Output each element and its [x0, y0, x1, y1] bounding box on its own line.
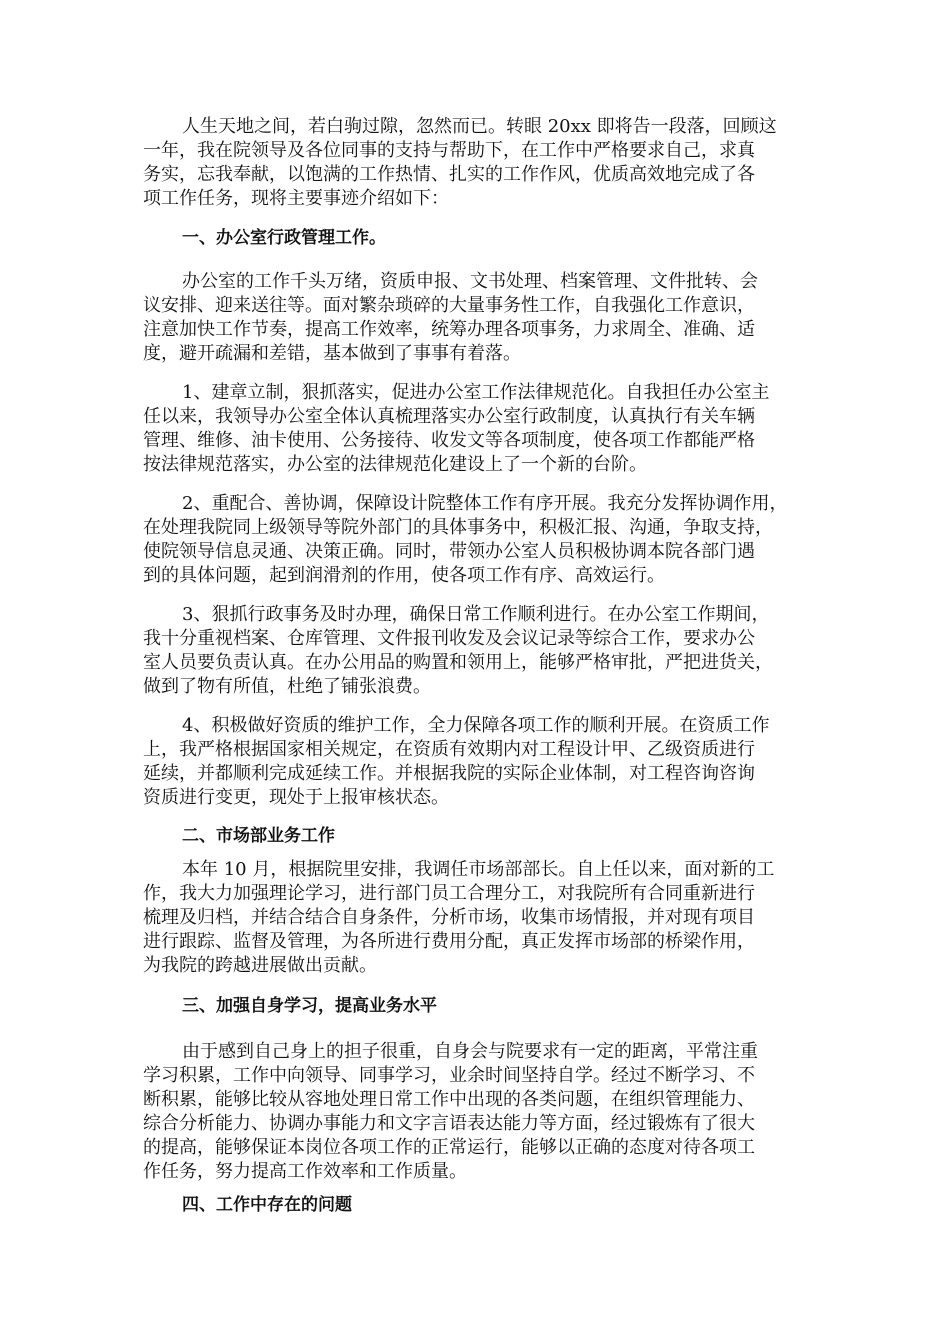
paragraph-1	[143, 270, 815, 366]
text-line: 室人员要负责认真。在办公用品的购置和领用上，能够严格审批，严把进货关，	[143, 652, 773, 673]
text-line: 使院领导信息灵通、决策正确。同时，带领办公室人员积极协调本院各部门遇	[143, 541, 755, 562]
text-line: 资质进行变更，现处于上报审核状态。	[143, 787, 449, 808]
text-line: 由于感到自己身上的担子很重，自身会与院要求有一定的距离，平常注重	[182, 1041, 758, 1062]
text-line: 4、积极做好资质的维护工作，全力保障各项工作的顺利开展。在资质工作	[182, 715, 770, 736]
text-line: 学习积累，工作中向领导、同事学习，业余时间坚持自学。经过不断学习、不	[143, 1065, 755, 1086]
section-heading-1: 一、办公室行政管理工作。	[182, 228, 386, 248]
text-line: 一年，我在院领导及各位同事的支持与帮助下，在工作中严格要求自己，求真	[143, 140, 755, 161]
text-line: 按法律规范落实，办公室的法律规范化建设上了一个新的台阶。	[143, 454, 647, 475]
paragraph-7	[143, 1040, 815, 1184]
paragraph-3	[143, 492, 815, 588]
text-line: 1、建章立制，狠抓落实，促进办公室工作法律规范化。自我担任办公室主	[182, 382, 770, 403]
paragraph-6	[143, 858, 815, 978]
text-line: 度，避开疏漏和差错，基本做到了事事有着落。	[143, 343, 521, 364]
text-line: 为我院的跨越进展做出贡献。	[143, 955, 377, 976]
paragraph-4	[143, 603, 815, 699]
text-line: 的提高，能够保证本岗位各项工作的正常运行，能够以正确的态度对待各项工	[143, 1137, 755, 1158]
text-line: 本年 10 月，根据院里安排，我调任市场部部长。自上任以来，面对新的工	[182, 859, 775, 880]
section-heading-2: 二、市场部业务工作	[182, 826, 335, 846]
text-line: 断积累，能够比较从容地处理日常工作中出现的各类问题，在组织管理能力、	[143, 1089, 755, 1110]
text-line: 在处理我院同上级领导等院外部门的具体事务中，积极汇报、沟通，争取支持，	[143, 517, 773, 538]
text-line: 注意加快工作节奏，提高工作效率，统筹办理各项事务，力求周全、准确、适	[143, 319, 755, 340]
paragraph-5	[143, 714, 815, 810]
text-line: 到的具体问题，起到润滑剂的作用，使各项工作有序、高效运行。	[143, 565, 665, 586]
text-line: 进行跟踪、监督及管理，为各所进行费用分配，真正发挥市场部的桥梁作用，	[143, 931, 755, 952]
text-line: 我十分重视档案、仓库管理、文件报刊收发及会议记录等综合工作，要求办公	[143, 628, 755, 649]
text-line: 议安排、迎来送往等。面对繁杂琐碎的大量事务性工作，自我强化工作意识，	[143, 295, 755, 316]
text-line: 任以来，我领导办公室全体认真梳理落实办公室行政制度，认真执行有关车辆	[143, 406, 755, 427]
text-line: 管理、维修、油卡使用、公务接待、收发文等各项制度，使各项工作都能严格	[143, 430, 755, 451]
text-line: 办公室的工作千头万绪，资质申报、文书处理、档案管理、文件批转、会	[182, 271, 758, 292]
text-line: 综合分析能力、协调办事能力和文字言语表达能力等方面，经过锻炼有了很大	[143, 1113, 755, 1134]
text-line: 梳理及归档，并结合结合自身条件，分析市场，收集市场情报，并对现有项目	[143, 907, 755, 928]
text-line: 项工作任务，现将主要事迹介绍如下：	[143, 188, 449, 209]
paragraph-2	[143, 381, 815, 477]
text-line: 人生天地之间，若白驹过隙，忽然而已。转眼 20xx 即将告一段落，回顾这	[182, 116, 777, 137]
text-line: 上，我严格根据国家相关规定，在资质有效期内对工程设计甲、乙级资质进行	[143, 739, 755, 760]
text-line: 延续，并都顺利完成延续工作。并根据我院的实际企业体制，对工程咨询咨询	[143, 763, 755, 784]
text-line: 作任务，努力提高工作效率和工作质量。	[143, 1161, 467, 1182]
section-heading-3: 三、加强自身学习，提高业务水平	[182, 996, 437, 1016]
section-heading-4: 四、工作中存在的问题	[182, 1195, 352, 1215]
text-line: 做到了物有所值，杜绝了铺张浪费。	[143, 676, 431, 697]
text-line: 作，我大力加强理论学习，进行部门员工合理分工，对我院所有合同重新进行	[143, 883, 755, 904]
intro-paragraph	[143, 115, 815, 211]
text-line: 务实，忘我奉献，以饱满的工作热情、扎实的工作作风，优质高效地完成了各	[143, 164, 755, 185]
text-line: 2、重配合、善协调，保障设计院整体工作有序开展。我充分发挥协调作用，	[182, 493, 788, 514]
text-line: 3、狠抓行政事务及时办理，确保日常工作顺利进行。在办公室工作期间，	[182, 604, 770, 625]
